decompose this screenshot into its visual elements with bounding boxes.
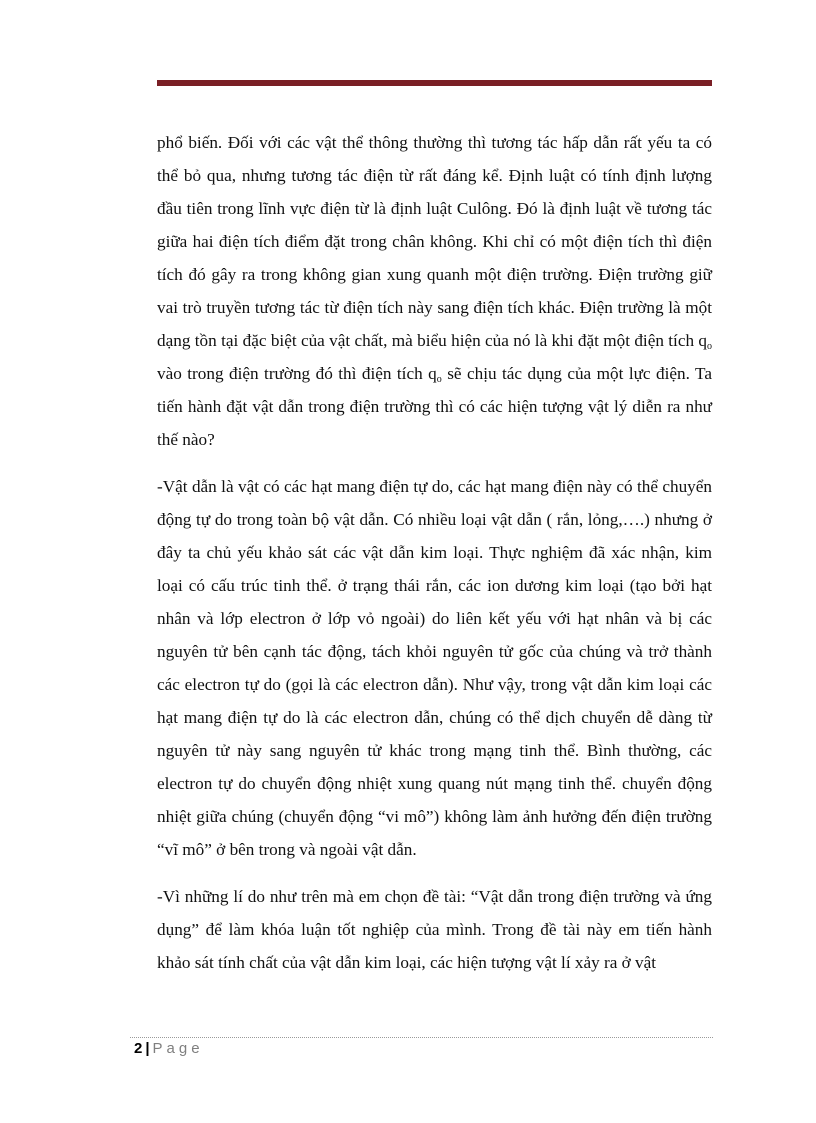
page-body [157, 126, 712, 993]
subscript-o: o [707, 341, 712, 352]
paragraph-2: -Vật dẫn là vật có các hạt mang điện tự do, các hạt mang điện này có thể chuyển động tự do trong toàn bộ vật dẫn. Có nhiều loại vật dẫn ( rắn, lỏng,….) nhưng ở đây ta chủ yếu khảo sát các vật dẫn kim loại. Thực nghiệm đã xác nhận, kim loại có cấu trúc tinh thể. ở trạng thái rắn, các ion dương kim loại (tạo bởi hạt nhân và lớp electron ở lớp vỏ ngoài) do liên kết yếu với hạt nhân và bị các nguyên tử bên cạnh tác động, tách khỏi nguyên tử gốc của chúng và trở thành các electron tự do (gọi là các electron dẫn). Như vậy, trong vật dẫn kim loại các hạt mang điện tự do là các electron dẫn, chúng có thể dịch chuyển dễ dàng từ nguyên tử này sang nguyên tử khác trong mạng tinh thể. Bình thường, các electron tự do chuyển động nhiệt xung quang nút mạng tinh thể. chuyển động nhiệt giữa chúng (chuyển động “vi mô”) không làm ảnh hưởng đến điện trường “vĩ mô” ở bên trong và ngoài vật dẫn. [157, 477, 712, 859]
page-footer [134, 1040, 204, 1057]
paragraph-1-text-a: phổ biến. Đối với các vật thể thông thường thì tương tác hấp dẫn rất yếu ta có thể bỏ qua, nhưng tương tác điện từ rất đáng kể. Định luật có tính định lượng đầu tiên trong lĩnh vực điện từ là định luật Culông. Đó là định luật về tương tác giữa hai điện tích điểm đặt trong chân không. Khi chỉ có một điện tích thì điện tích đó gây ra trong không gian xung quanh một điện trường. Điện trường giữ vai trò truyền tương tác từ điện tích này sang điện tích khác. Điện trường là một dạng tồn tại đặc biệt của vật chất, mà biểu hiện của nó là khi đặt một điện tích q [157, 133, 712, 350]
subscript-o: o [436, 374, 442, 385]
paragraph-1-text-b: vào trong điện trường đó thì điện tích q [157, 364, 437, 383]
page-label: Page [152, 1040, 204, 1057]
page-number: 2 [134, 1040, 143, 1057]
paragraph-3: -Vì những lí do như trên mà em chọn đề tài: “Vật dẫn trong điện trường và ứng dụng” để làm khóa luận tốt nghiệp của mình. Trong đề tài này em tiến hành khảo sát tính chất của vật dẫn kim loại, các hiện tượng vật lí xảy ra ở vật [157, 887, 712, 972]
paragraph-1 [157, 126, 712, 456]
footer-rule [130, 1037, 713, 1038]
paragraph-1-text-c: sẽ chịu tác dụng của một lực điện. Ta tiến hành đặt vật dẫn trong điện trường thì có các hiện tượng vật lý diễn ra như thế nào? [157, 364, 712, 449]
footer-separator: | [145, 1040, 150, 1057]
header-rule [157, 80, 712, 86]
